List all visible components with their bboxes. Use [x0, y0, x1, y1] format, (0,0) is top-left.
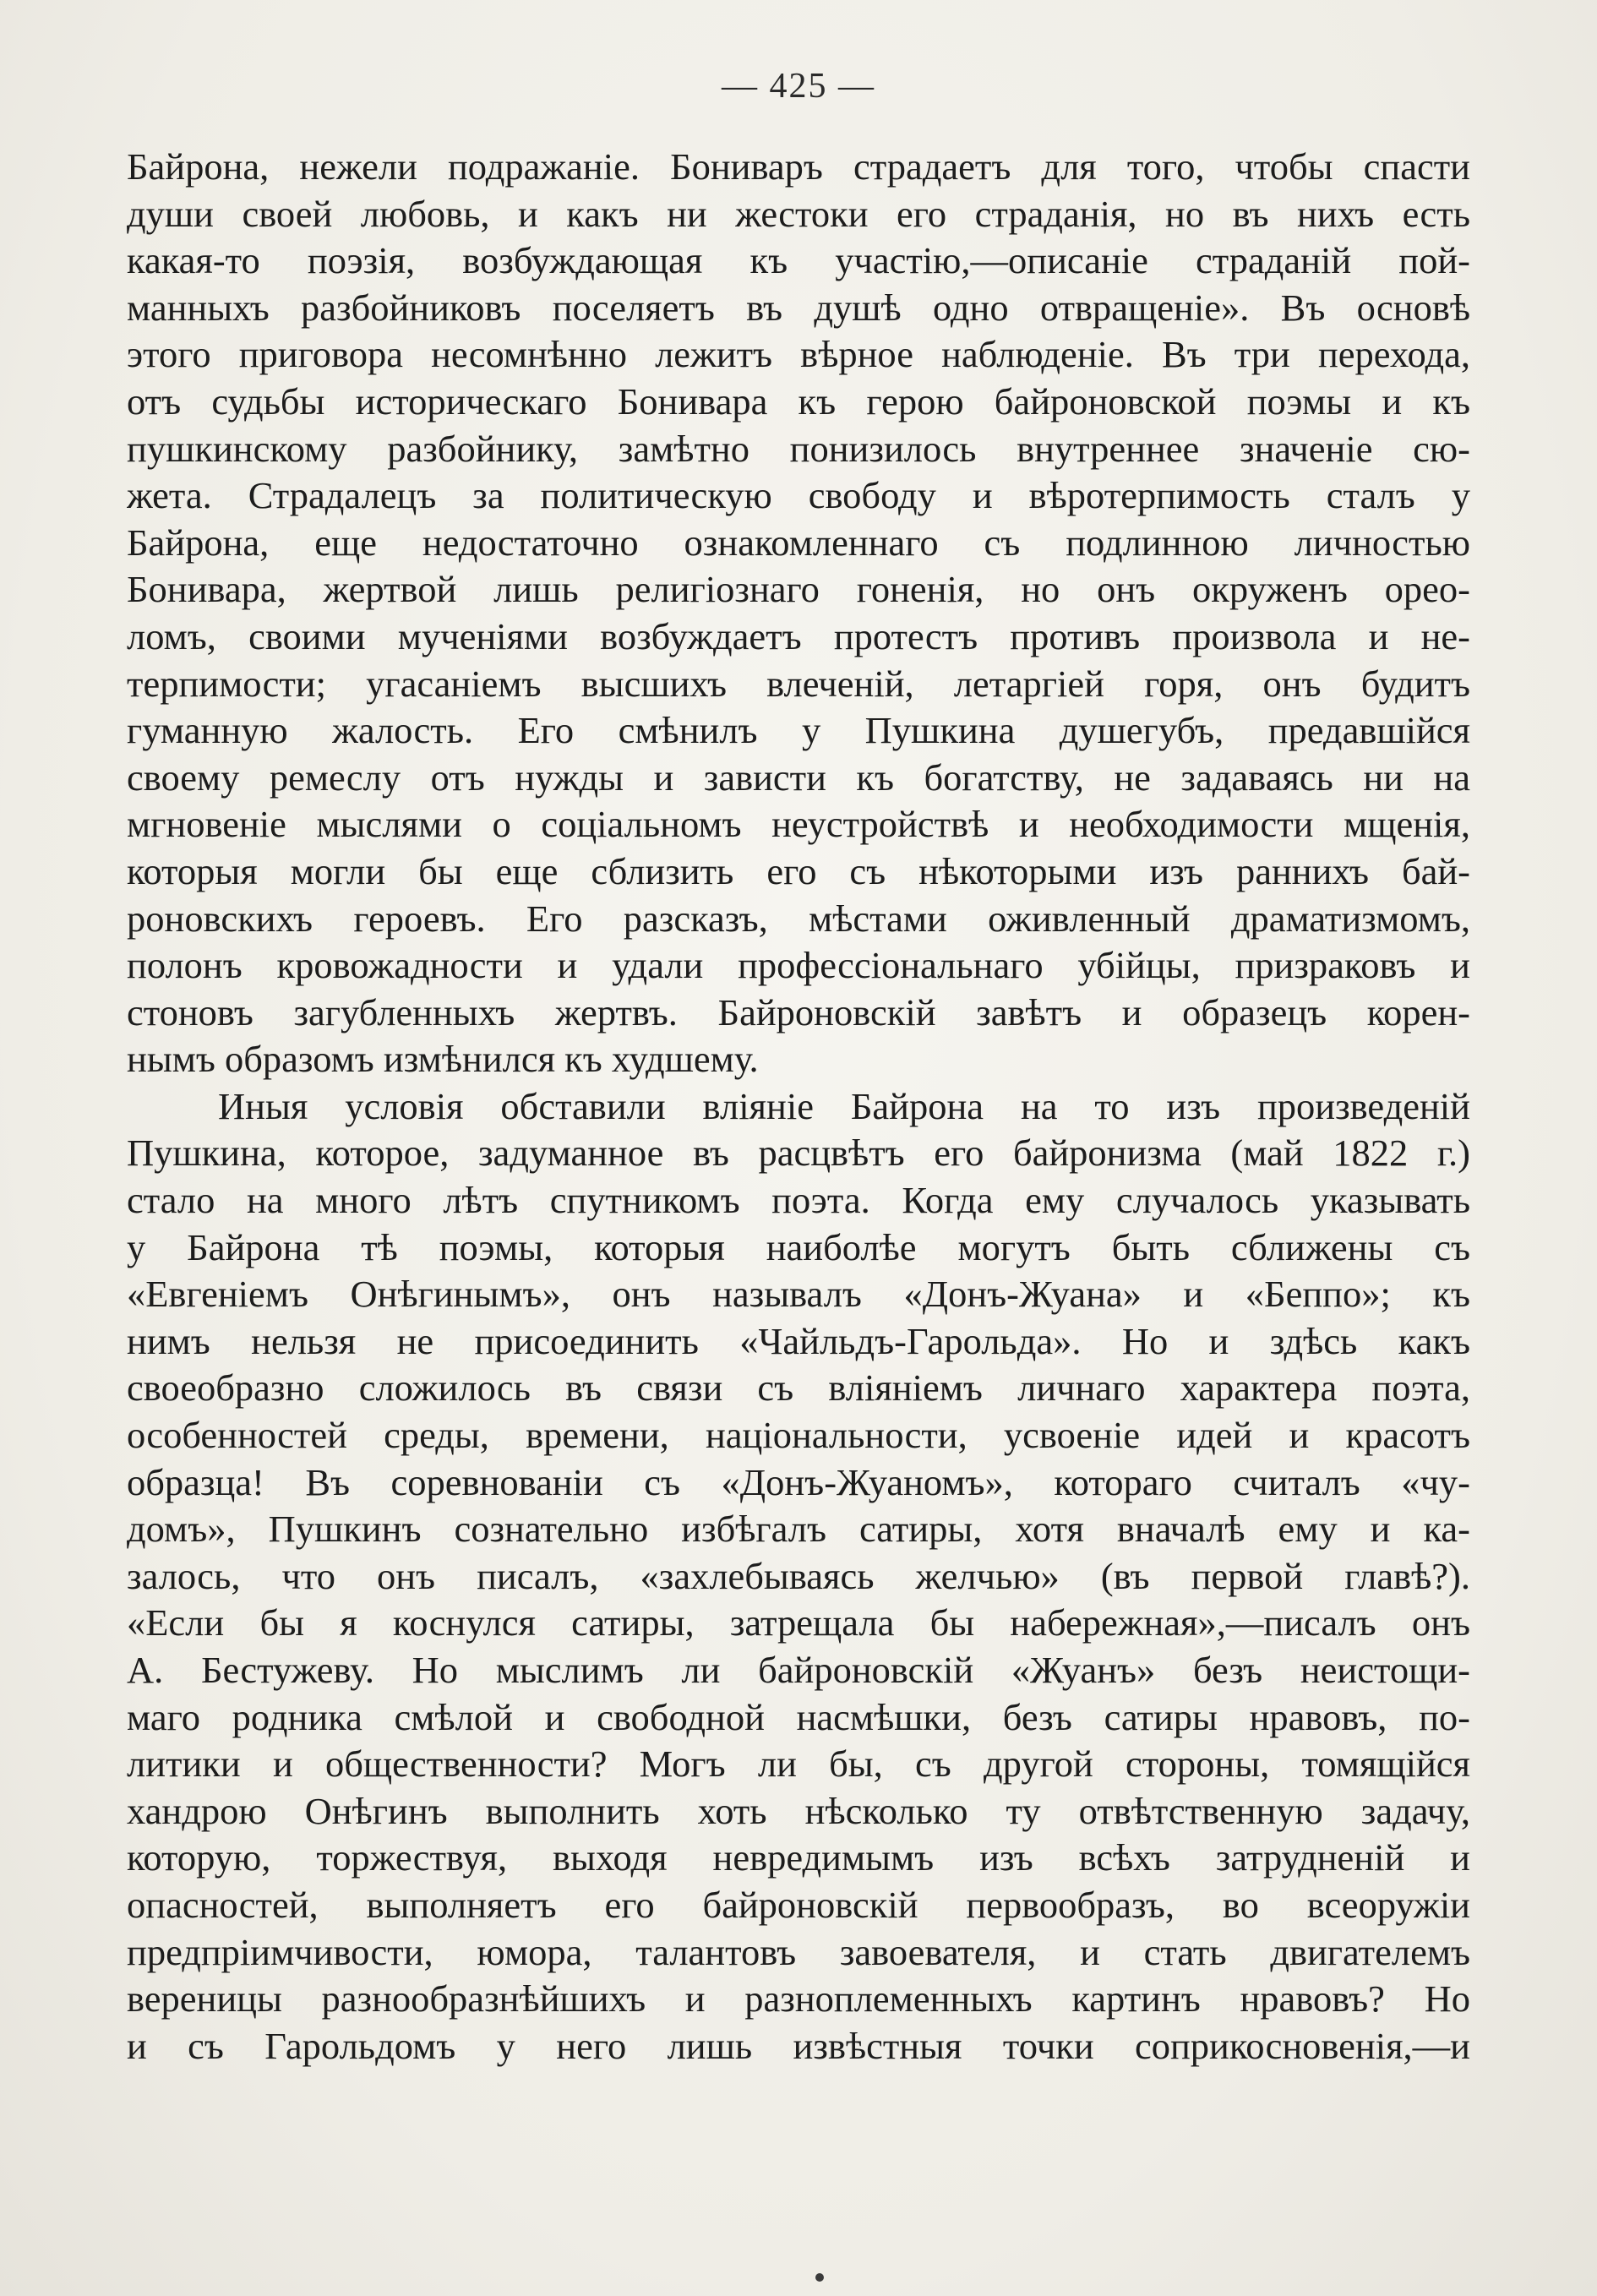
text-line: стало на много лѣтъ спутникомъ поэта. Когда ему случалось указывать [127, 1179, 1470, 1222]
text-line: Бонивара, жертвой лишь религіознаго гоненія, но онъ окруженъ орео- [127, 568, 1470, 611]
page-number: — 425 — [722, 67, 875, 106]
paragraph-2 [127, 1083, 1470, 2070]
text-line: А. Бестужеву. Но мыслимъ ли байроновскій «Жуанъ» безъ неистощи- [127, 1649, 1470, 1691]
paragraph-1 [127, 144, 1470, 1083]
text-line: «Если бы я коснулся сатиры, затрещала бы набережная»,—писалъ онъ [127, 1601, 1470, 1644]
text-line: нымъ образомъ измѣнился къ худшему. [127, 1038, 759, 1081]
text-line: души своей любовь, и какъ ни жестоки его страданія, но въ нихъ есть [127, 192, 1470, 235]
text-line: терпимости; угасаніемъ высшихъ влеченій, летаргіей горя, онъ будитъ [127, 662, 1470, 705]
text-line: Иныя условія обставили вліяніе Байрона на то изъ произведеній [218, 1084, 1470, 1127]
text-line: пушкинскому разбойнику, замѣтно понизилось внутреннее значеніе сю- [127, 427, 1470, 470]
text-line: маго родника смѣлой и свободной насмѣшки, безъ сатиры нравовъ, по- [127, 1695, 1470, 1738]
text-line: вереницы разнообразнѣйшихъ и разноплеменныхъ картинъ нравовъ? Но [127, 1977, 1470, 2021]
text-line: Байрона, нежели подражаніе. Бониваръ страдаетъ для того, чтобы спасти [127, 145, 1470, 188]
text-line: которую, торжествуя, выходя невредимымъ изъ всѣхъ затрудненій и [127, 1836, 1470, 1879]
text-line: литики и общественности? Могъ ли бы, съ другой стороны, томящійся [127, 1742, 1470, 1786]
text-line: стоновъ загубленныхъ жертвъ. Байроновскій завѣтъ и образецъ корен- [127, 990, 1470, 1033]
text-line: нимъ нельзя не присоединить «Чайльдъ-Гарольда». Но и здѣсь какъ [127, 1319, 1470, 1362]
text-line: опасностей, выполняетъ его байроновскій первообразъ, во всеоружіи [127, 1883, 1470, 1926]
text-line: своеобразно сложилось въ связи съ вліяніемъ личнаго характера поэта, [127, 1366, 1470, 1410]
text-line: и съ Гарольдомъ у него лишь извѣстныя точки соприкосновенія,—и [127, 2024, 1470, 2067]
text-line: Байрона, еще недостаточно ознакомленнаго съ подлинною личностью [127, 521, 1470, 564]
text-line: Пушкина, которое, задуманное въ расцвѣтъ его байронизма (май 1822 г.) [127, 1132, 1470, 1175]
body-text [127, 144, 1470, 2070]
text-line: которыя могли бы еще сблизить его съ нѣкоторыми изъ раннихъ бай- [127, 849, 1470, 892]
text-line: роновскихъ героевъ. Его разсказъ, мѣстами оживленный драматизмомъ, [127, 897, 1470, 940]
text-line: хандрою Онѣгинъ выполнить хоть нѣсколько ту отвѣтственную задачу, [127, 1789, 1470, 1832]
page-speck [815, 2273, 824, 2282]
text-line: полонъ кровожадности и удали профессіональнаго убійцы, призраковъ и [127, 944, 1470, 987]
text-line: ломъ, своими мученіями возбуждаетъ протестъ противъ произвола и не- [127, 614, 1470, 657]
text-line: залось, что онъ писалъ, «захлебываясь желчью» (въ первой главѣ?). [127, 1554, 1470, 1597]
text-line: предпріимчивости, юмора, талантовъ завоевателя, и стать двигателемъ [127, 1930, 1470, 1973]
text-line: какая-то поэзія, возбуждающая къ участію,—описаніе страданій пой- [127, 239, 1470, 282]
text-line: образца! Въ соревнованіи съ «Донъ-Жуаномъ», котораго считалъ «чу- [127, 1460, 1470, 1503]
text-line: манныхъ разбойниковъ поселяетъ въ душѣ одно отвращеніе». Въ основѣ [127, 286, 1470, 329]
text-line: этого приговора несомнѣнно лежитъ вѣрное наблюденіе. Въ три перехода, [127, 333, 1470, 376]
text-line: жета. Страдалецъ за политическую свободу и вѣротерпимость сталъ у [127, 474, 1470, 517]
text-line: мгновеніе мыслями о соціальномъ неустройствѣ и необходимости мщенія, [127, 803, 1470, 846]
text-line: своему ремеслу отъ нужды и зависти къ богатству, не задаваясь ни на [127, 755, 1470, 799]
text-line: особенностей среды, времени, національности, усвоеніе идей и красотъ [127, 1414, 1470, 1457]
text-line: отъ судьбы историческаго Бонивара къ герою байроновской поэмы и къ [127, 379, 1470, 423]
text-line: у Байрона тѣ поэмы, которыя наиболѣе могутъ быть сближены съ [127, 1225, 1470, 1268]
text-line: «Евгеніемъ Онѣгинымъ», онъ называлъ «Донъ-Жуана» и «Беппо»; къ [127, 1273, 1470, 1316]
text-line: домъ», Пушкинъ сознательно избѣгалъ сатиры, хотя вначалѣ ему и ка- [127, 1508, 1470, 1551]
text-line: гуманную жалость. Его смѣнилъ у Пушкина душегубъ, предавшійся [127, 709, 1470, 752]
